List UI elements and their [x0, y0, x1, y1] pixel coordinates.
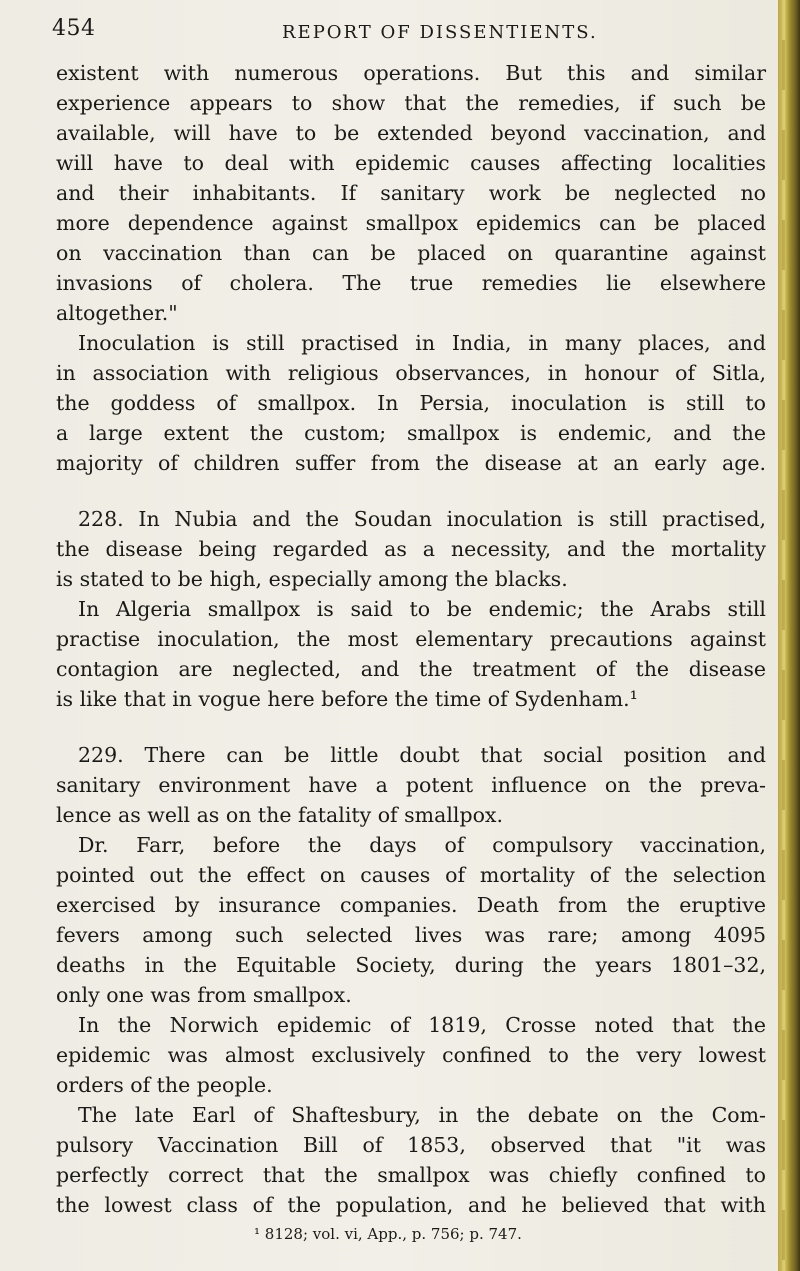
text-line: only one was from smallpox. [56, 983, 352, 1007]
text-line: the goddess of smallpox. In Persia, inoculation is still to [56, 391, 766, 415]
text-line: the lowest class of the population, and he believed that with [56, 1193, 766, 1217]
text-line: pulsory Vaccination Bill of 1853, observed that "it was [56, 1133, 766, 1157]
text-line: exercised by insurance companies. Death from the eruptive [56, 893, 766, 917]
text-line: on vaccination than can be placed on quarantine against [56, 241, 766, 265]
paragraph [56, 328, 766, 478]
text-line: lence as well as on the fatality of smallpox. [56, 803, 503, 827]
paragraph [56, 1100, 766, 1220]
text-line: In Algeria smallpox is said to be endemic; the Arabs still [78, 597, 766, 621]
text-line: more dependence against smallpox epidemics can be placed [56, 211, 766, 235]
text-line: practise inoculation, the most elementary precautions against [56, 627, 766, 651]
text-line: The late Earl of Shaftesbury, in the debate on the Com- [78, 1103, 766, 1127]
text-line: Inoculation is still practised in India, in many places, and [78, 331, 766, 355]
text-line: invasions of cholera. The true remedies lie elsewhere [56, 271, 766, 295]
page-number: 454 [52, 16, 96, 41]
text-line: epidemic was almost exclusively confined to the very lowest [56, 1043, 766, 1067]
text-line: and their inhabitants. If sanitary work be neglected no [56, 181, 766, 205]
text-line: is like that in vogue here before the time of Sydenham.¹ [56, 687, 638, 711]
text-line: in association with religious observances, in honour of Sitla, [56, 361, 766, 385]
running-head: REPORT OF DISSENTIENTS. [282, 22, 598, 43]
text-line: is stated to be high, especially among the blacks. [56, 567, 568, 591]
paragraph [56, 1010, 766, 1100]
paragraph [56, 504, 766, 594]
paragraph [56, 594, 766, 714]
text-line: the disease being regarded as a necessity, and the mortality [56, 537, 766, 561]
text-line: will have to deal with epidemic causes affecting localities [56, 151, 766, 175]
text-line: Dr. Farr, before the days of compulsory vaccination, [78, 833, 766, 857]
text-line: In the Norwich epidemic of 1819, Crosse noted that the [78, 1013, 766, 1037]
paragraph [56, 740, 766, 830]
footnote: ¹ 8128; vol. vi, App., p. 756; p. 747. [254, 1225, 522, 1243]
text-line: a large extent the custom; smallpox is endemic, and the [56, 421, 766, 445]
text-line: fevers among such selected lives was rare; among 4095 [56, 923, 766, 947]
text-line: 229. There can be little doubt that social position and [78, 743, 766, 767]
text-line: 228. In Nubia and the Soudan inoculation is still practised, [78, 507, 766, 531]
body-text [56, 58, 766, 1244]
paragraph [56, 58, 766, 328]
text-line: sanitary environment have a potent influence on the preva- [56, 773, 766, 797]
text-line: pointed out the effect on causes of mortality of the selection [56, 863, 766, 887]
text-line: perfectly correct that the smallpox was chiefly confined to [56, 1163, 766, 1187]
text-line: contagion are neglected, and the treatment of the disease [56, 657, 766, 681]
text-line: deaths in the Equitable Society, during the years 1801–32, [56, 953, 766, 977]
text-line: majority of children suffer from the disease at an early age. [56, 451, 766, 475]
text-line: altogether." [56, 301, 178, 325]
page-edge [778, 0, 800, 1271]
paragraph [56, 830, 766, 1010]
text-line: existent with numerous operations. But this and similar [56, 61, 766, 85]
text-line: experience appears to show that the remedies, if such be [56, 91, 766, 115]
text-line: available, will have to be extended beyond vaccination, and [56, 121, 766, 145]
text-line: orders of the people. [56, 1073, 273, 1097]
